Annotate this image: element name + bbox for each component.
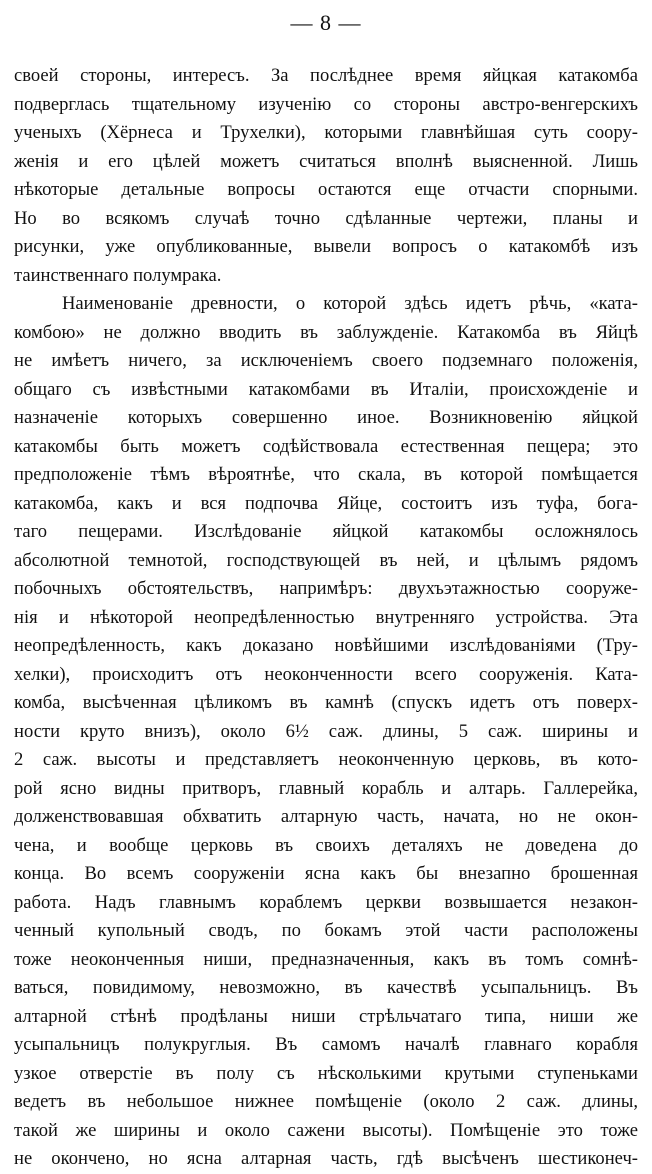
text-line: общаго съ извѣстными катакомбами въ Италіи, происхожденіе и <box>14 378 638 400</box>
text-line: долженствовавшая обхватить алтарную часть, начата, но не окон- <box>14 806 638 827</box>
text-line: алтарной стѣнѣ продѣланы ниши стрѣльчатаго типа, ниши же <box>14 1005 638 1027</box>
text-line: нѣкоторые детальные вопросы остаются еще отчасти спорными. <box>14 179 638 200</box>
text-line: рисунки, уже опубликованные, вывели вопросъ о катакомбѣ изъ <box>14 236 638 257</box>
text-line: катакомба, какъ и вся подпочва Яйце, состоитъ изъ туфа, бога- <box>14 492 638 514</box>
text-line: комба, высѣченная цѣликомъ въ камнѣ (спускъ идетъ отъ поверх- <box>14 692 638 713</box>
text-line: 2 саж. высоты и представляетъ неоконченную церковь, въ кото- <box>14 749 638 770</box>
text-line: хелки), происходитъ отъ неоконченности всего сооруженія. Ката- <box>14 663 638 685</box>
text-line: узкое отверстіе въ полу съ нѣсколькими крутыми ступеньками <box>14 1062 638 1084</box>
text-line: ведетъ въ небольшое нижнее помѣщеніе (около 2 саж. длины, <box>14 1091 638 1112</box>
text-line: ности круто внизъ), около 6½ саж. длины, 5 саж. ширины и <box>14 720 638 742</box>
text-line: Но во всякомъ случаѣ точно сдѣланные чертежи, планы и <box>14 207 638 229</box>
text-line: предположеніе тѣмъ вѣроятнѣе, что скала, въ которой помѣщается <box>14 464 638 485</box>
text-line: ученыхъ (Хёрнеса и Трухелки), которыми главнѣйшая суть соору- <box>14 122 638 143</box>
text-line: побочныхъ обстоятельствъ, напримѣръ: двухъэтажностью сооруже- <box>14 578 638 599</box>
text-line: рой ясно видны притворъ, главный корабль и алтарь. Галлерейка, <box>14 777 638 799</box>
text-line: подверглась тщательному изученію со стороны австро-венгерскихъ <box>14 93 638 115</box>
text-line: тоже неоконченныя ниши, предназначенныя, какъ въ томъ сомнѣ- <box>14 948 638 970</box>
text-line: нія и нѣкоторой неопредѣленностью внутренняго устройства. Эта <box>14 606 638 628</box>
text-line: работа. Надъ главнымъ кораблемъ церкви возвышается незакон- <box>14 891 638 913</box>
paragraph-2 <box>14 290 638 1174</box>
text-line: не окончено, но ясна алтарная часть, гдѣ высѣченъ шестиконеч- <box>14 1148 638 1169</box>
text-line: своей стороны, интересъ. За послѣднее время яйцкая катакомба <box>14 65 638 86</box>
text-line: неопредѣленность, какъ доказано новѣйшими изслѣдованіями (Тру- <box>14 635 638 656</box>
text-line: комбою» не должно вводить въ заблужденіе. Катакомба въ Яйцѣ <box>14 321 638 343</box>
text-line: такой же ширины и около сажени высоты). Помѣщеніе это тоже <box>14 1119 638 1141</box>
text-line: Наименованіе древности, о которой здѣсь идетъ рѣчь, «ката- <box>62 293 638 314</box>
text-line: не имѣетъ ничего, за исключеніемъ своего подземнаго положенія, <box>14 350 638 371</box>
text-line: усыпальницъ полукруглыя. Въ самомъ началѣ главнаго корабля <box>14 1034 638 1055</box>
text-line: назначеніе которыхъ совершенно иное. Возникновенію яйцкой <box>14 407 638 428</box>
text-line: таго пещерами. Изслѣдованіе яйцкой катакомбы осложнялось <box>14 521 638 542</box>
text-line: ваться, повидимому, невозможно, въ качествѣ усыпальницъ. Въ <box>14 977 638 998</box>
text-line: ченный купольный сводъ, по бокамъ этой части расположены <box>14 920 638 941</box>
page-number: — 8 — <box>290 10 362 35</box>
text-line: таинственнаго полумрака. <box>14 264 222 286</box>
text-line: абсолютной темнотой, господствующей въ ней, и цѣлымъ рядомъ <box>14 549 638 571</box>
paragraph-1 <box>14 62 638 290</box>
text-line: конца. Во всемъ сооруженіи ясна какъ бы внезапно брошенная <box>14 863 638 884</box>
text-line: катакомбы быть можетъ содѣйствовала естественная пещера; это <box>14 435 638 457</box>
text-line: женія и его цѣлей можетъ считаться вполнѣ выясненной. Лишь <box>14 150 638 172</box>
text-line: чена, и вообще церковь въ своихъ деталяхъ не доведена до <box>14 834 638 856</box>
